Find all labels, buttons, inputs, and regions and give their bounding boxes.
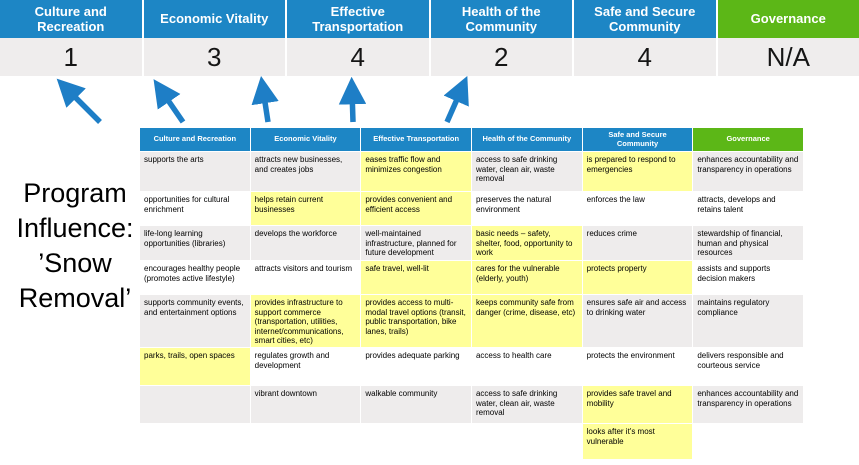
table-cell: stewardship of financial, human and physical resources (693, 226, 803, 260)
up-arrow-icon (352, 90, 353, 122)
banner-header-1: Economic Vitality (144, 0, 286, 38)
table-cell: maintains regulatory compliance (693, 295, 803, 347)
table-cell: well-maintained infrastructure, planned for future development (361, 226, 471, 260)
table-cell (140, 424, 250, 459)
table-cell (472, 424, 582, 459)
table-cell (361, 424, 471, 459)
table-cell: encourages healthy people (promotes active lifestyle) (140, 261, 250, 294)
table-cell: assists and supports decision makers (693, 261, 803, 294)
table-cell: vibrant downtown (251, 386, 361, 423)
table-cell: preserves the natural environment (472, 192, 582, 225)
table-cell: attracts, develops and retains talent (693, 192, 803, 225)
banner-header-3: Health of the Community (431, 0, 573, 38)
table-cell: provides adequate parking (361, 348, 471, 385)
table-header-0: Culture and Recreation (140, 128, 250, 151)
table-cell: provides infrastructure to support commerce (transportation, utilities, internet/communications, smart cities, etc) (251, 295, 361, 347)
table-cell: ensures safe air and access to drinking water (583, 295, 693, 347)
influence-table (140, 128, 803, 459)
table-cell: develops the workforce (251, 226, 361, 260)
table-cell: eases traffic flow and minimizes congestion (361, 152, 471, 191)
table-cell: life-long learning opportunities (libraries) (140, 226, 250, 260)
table-header-5: Governance (693, 128, 803, 151)
table-cell: access to health care (472, 348, 582, 385)
banner-score-row (0, 38, 859, 76)
table-cell: looks after it's most vulnerable (583, 424, 693, 459)
table-cell (251, 424, 361, 459)
table-cell: is prepared to respond to emergencies (583, 152, 693, 191)
table-cell: attracts new businesses, and creates jobs (251, 152, 361, 191)
banner-header-5: Governance (718, 0, 859, 38)
banner-header-4: Safe and Secure Community (574, 0, 716, 38)
table-cell: provides access to multi-modal travel options (transit, public transportation, bike lanes, trails) (361, 295, 471, 347)
table-cell: keeps community safe from danger (crime, disease, etc) (472, 295, 582, 347)
table-cell: access to safe drinking water, clean air, waste removal (472, 386, 582, 423)
table-cell: helps retain current businesses (251, 192, 361, 225)
up-arrow-icon (66, 88, 100, 122)
table-cell: provides safe travel and mobility (583, 386, 693, 423)
table-cell (693, 424, 803, 459)
table-cell: enhances accountability and transparency in operations (693, 386, 803, 423)
banner-score-0: 1 (0, 38, 142, 76)
table-cell: supports the arts (140, 152, 250, 191)
table-cell: protects the environment (583, 348, 693, 385)
table-cell: access to safe drinking water, clean air, waste removal (472, 152, 582, 191)
table-cell: safe travel, well-lit (361, 261, 471, 294)
table-header-1: Economic Vitality (251, 128, 361, 151)
table-cell: cares for the vulnerable (elderly, youth) (472, 261, 582, 294)
banner-score-5: N/A (718, 38, 859, 76)
up-arrow-icon (161, 90, 183, 122)
page-title: Program Influence: ’Snow Removal’ (16, 178, 134, 314)
table-cell: enforces the law (583, 192, 693, 225)
banner-score-4: 4 (574, 38, 716, 76)
banner-header-0: Culture and Recreation (0, 0, 142, 38)
table-cell: walkable community (361, 386, 471, 423)
table-header-4: Safe and Secure Community (583, 128, 693, 151)
table-cell: supports community events, and entertainment options (140, 295, 250, 347)
banner-score-1: 3 (144, 38, 286, 76)
table-cell (140, 386, 250, 423)
banner-header-row (0, 0, 859, 38)
table-cell: basic needs – safety, shelter, food, opportunity to work (472, 226, 582, 260)
mapping-arrows (0, 76, 740, 128)
table-cell: provides convenient and efficient access (361, 192, 471, 225)
table-cell: regulates growth and development (251, 348, 361, 385)
table-cell: reduces crime (583, 226, 693, 260)
table-cell: protects property (583, 261, 693, 294)
table-cell: opportunities for cultural enrichment (140, 192, 250, 225)
banner-header-2: Effective Transportation (287, 0, 429, 38)
table-header-2: Effective Transportation (361, 128, 471, 151)
banner-score-2: 4 (287, 38, 429, 76)
up-arrow-icon (263, 89, 268, 122)
table-header-3: Health of the Community (472, 128, 582, 151)
table-cell: enhances accountability and transparency in operations (693, 152, 803, 191)
table-cell: delivers responsible and courteous service (693, 348, 803, 385)
table-cell: parks, trails, open spaces (140, 348, 250, 385)
banner-score-3: 2 (431, 38, 573, 76)
table-cell: attracts visitors and tourism (251, 261, 361, 294)
up-arrow-icon (447, 88, 462, 122)
